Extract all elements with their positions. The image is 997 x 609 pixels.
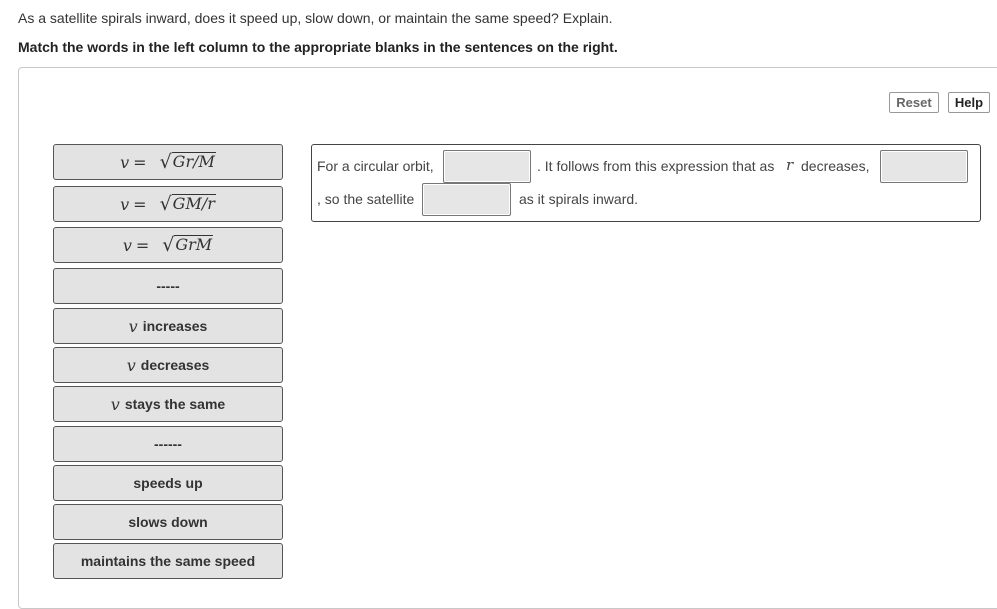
sqrt-expression [156,194,216,213]
sentence-text: as it spirals inward. [519,191,639,207]
question-text: As a satellite spirals inward, does it speed up, slow down, or maintain the same speed? Explain. [18,10,613,26]
formula-variable: v [120,152,130,172]
tile-v-stays-same[interactable] [53,386,283,422]
tile-label: maintains the same speed [80,553,256,569]
tile-label: increases [142,318,208,334]
tile-separator[interactable] [53,426,283,462]
sqrt-expression [158,235,213,254]
sentence-text: , so the satellite [317,191,415,207]
sentence-variable: r [786,156,794,174]
tile-label: ----- [156,278,180,294]
tile-formula-grm[interactable] [53,227,283,263]
sqrt-icon: √ [162,233,175,256]
tile-variable: v [128,316,138,336]
formula-variable: v [122,235,132,255]
help-button[interactable]: Help [948,92,990,113]
tile-label: ------ [154,436,182,452]
instruction-text: Match the words in the left column to the appropriate blanks in the sentences on the right. [18,39,618,55]
tile-label: stays the same [124,396,226,412]
tile-maintains-same-speed[interactable] [53,543,283,579]
blank-3-drop-target[interactable] [422,183,511,216]
formula-radicand: GM/r [172,194,215,214]
tile-formula-gr-over-m[interactable] [53,144,283,180]
tile-slows-down[interactable] [53,504,283,540]
blank-1-drop-target[interactable] [443,150,531,183]
formula-variable: v [120,194,130,214]
tile-v-increases[interactable] [53,308,283,344]
formula-equals: = [135,235,150,255]
formula-equals: = [133,194,147,214]
sqrt-icon: √ [159,192,172,215]
tile-variable: v [110,394,120,414]
formula-radicand: Gr/M [172,152,215,172]
tile-formula-gm-over-r[interactable] [53,186,283,222]
formula-equals: = [133,152,147,172]
sqrt-icon: √ [159,150,172,173]
tile-speeds-up[interactable] [53,465,283,501]
formula-radicand: GrM [175,235,213,255]
sqrt-expression [156,152,216,171]
sentence-text: . It follows from this expression that as [537,158,775,174]
tile-label: decreases [140,357,210,373]
tile-label: speeds up [133,475,203,491]
sentence-text: For a circular orbit, [317,158,434,174]
sentence-text: decreases, [801,158,870,174]
tile-separator[interactable] [53,268,283,304]
reset-button[interactable]: Reset [889,92,939,113]
blank-2-drop-target[interactable] [880,150,968,183]
tile-v-decreases[interactable] [53,347,283,383]
tile-variable: v [126,355,136,375]
tile-label: slows down [128,514,208,530]
